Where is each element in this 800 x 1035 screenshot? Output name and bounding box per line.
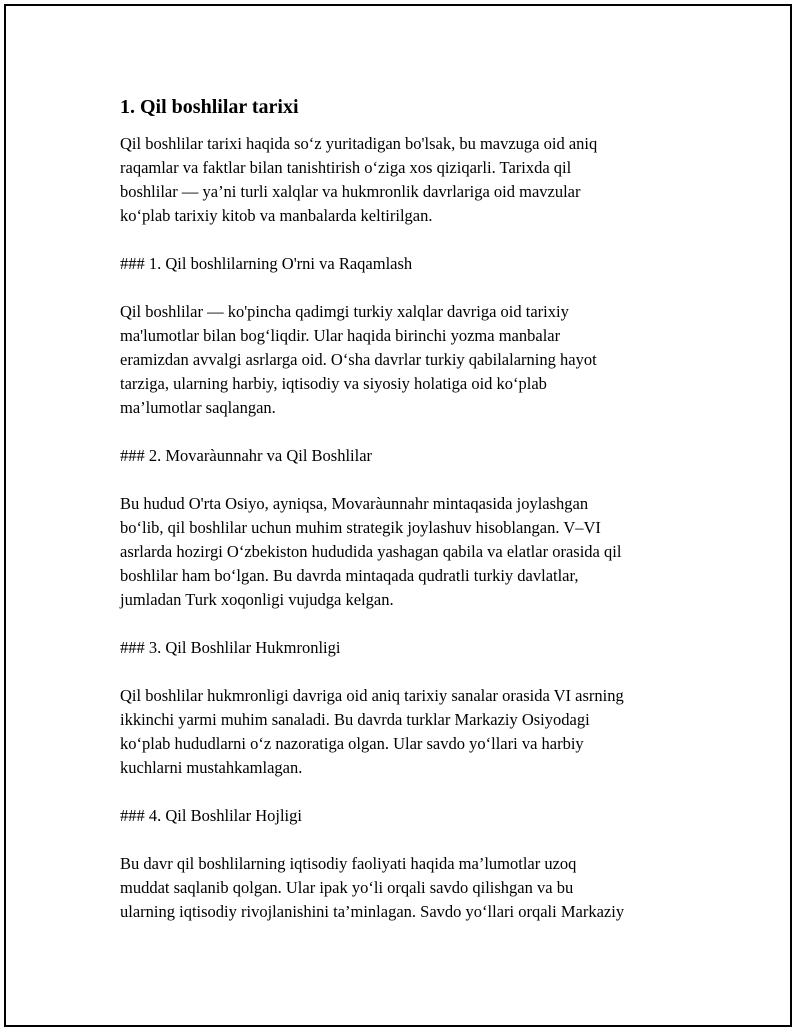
page-frame: [4, 4, 792, 1027]
text-line: bo‘lib, qil boshlilar uchun muhim strategik joylashuv hisoblangan. V–VI: [120, 518, 601, 537]
section-paragraph-1: [120, 300, 700, 420]
text-line: ko‘plab tarixiy kitob va manbalarda keltirilgan.: [120, 206, 433, 225]
text-line: Bu davr qil boshlilarning iqtisodiy faoliyati haqida ma’lumotlar uzoq: [120, 854, 577, 873]
text-line: boshlilar — ya’ni turli xalqlar va hukmronlik davrlariga oid mavzular: [120, 182, 581, 201]
text-line: asrlarda hozirgi O‘zbekiston hududida yashagan qabila va elatlar orasida qil: [120, 542, 622, 561]
section-paragraph-2: [120, 492, 700, 612]
text-line: Qil boshlilar hukmronligi davriga oid aniq tarixiy sanalar orasida VI asrning: [120, 686, 624, 705]
text-line: ularning iqtisodiy rivojlanishini ta’minlagan. Savdo yo‘llari orqali Markaziy: [120, 902, 625, 921]
text-line: raqamlar va faktlar bilan tanishtirish o‘ziga xos qiziqarli. Tarixda qil: [120, 158, 572, 177]
text-line: Qil boshlilar tarixi haqida so‘z yuritadigan bo'lsak, bu mavzuga oid aniq: [120, 134, 598, 153]
text-line: ko‘plab hududlarni o‘z nazoratiga olgan. Ular savdo yo‘llari va harbiy: [120, 734, 584, 753]
text-line: eramizdan avvalgi asrlarga oid. O‘sha davrlar turkiy qabilalarning hayot: [120, 350, 597, 369]
section-heading-4: ### 4. Qil Boshlilar Hojligi: [120, 806, 302, 825]
text-line: jumladan Turk xoqonligi vujudga kelgan.: [120, 590, 394, 609]
text-line: ikkinchi yarmi muhim sanaladi. Bu davrda turklar Markaziy Osiyodagi: [120, 710, 590, 729]
text-line: ma’lumotlar saqlangan.: [120, 398, 276, 417]
text-line: tarziga, ularning harbiy, iqtisodiy va siyosiy holatiga oid ko‘plab: [120, 374, 547, 393]
text-line: Qil boshlilar — ko'pincha qadimgi turkiy xalqlar davriga oid tarixiy: [120, 302, 569, 321]
section-heading-1: ### 1. Qil boshlilarning O'rni va Raqamlash: [120, 254, 413, 273]
document-body: [120, 94, 700, 948]
text-line: muddat saqlanib qolgan. Ular ipak yo‘li orqali savdo qilishgan va bu: [120, 878, 574, 897]
text-line: Bu hudud O'rta Osiyo, ayniqsa, Movaràunnahr mintaqasida joylashgan: [120, 494, 589, 513]
section-paragraph-3: [120, 684, 700, 780]
section-heading-2: ### 2. Movaràunnahr va Qil Boshlilar: [120, 446, 373, 465]
intro-paragraph: [120, 132, 700, 228]
section-heading-3: ### 3. Qil Boshlilar Hukmronligi: [120, 638, 341, 657]
text-line: kuchlarni mustahkamlagan.: [120, 758, 303, 777]
document-title: 1. Qil boshlilar tarixi: [120, 96, 299, 118]
section-paragraph-4: [120, 852, 700, 924]
text-line: boshlilar ham bo‘lgan. Bu davrda mintaqada qudratli turkiy davlatlar,: [120, 566, 579, 585]
text-line: ma'lumotlar bilan bog‘liqdir. Ular haqida birinchi yozma manbalar: [120, 326, 561, 345]
